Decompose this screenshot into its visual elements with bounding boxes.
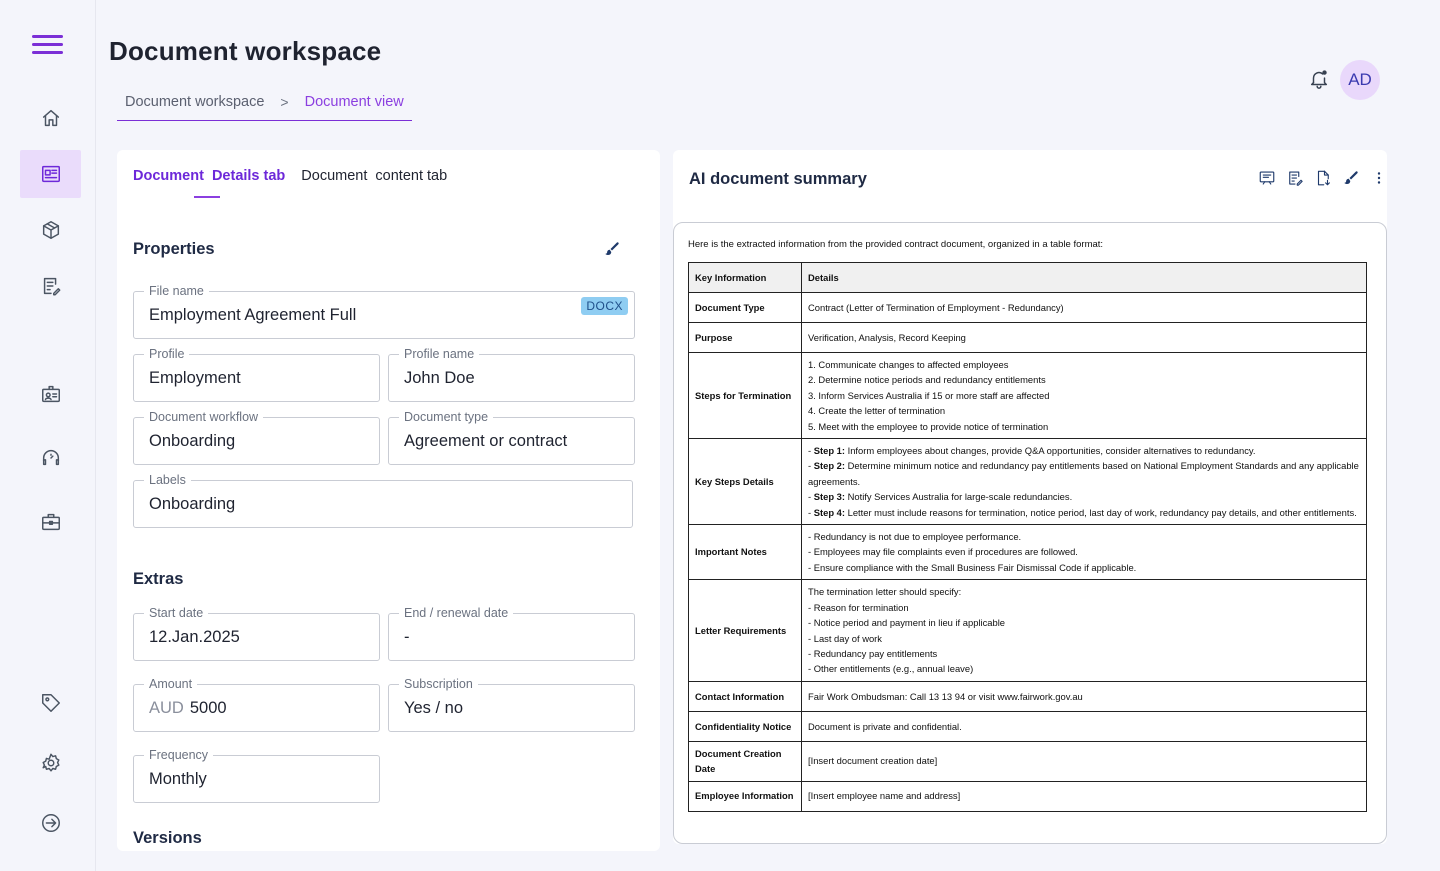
row-key: Steps for Termination bbox=[689, 353, 802, 439]
labels-field[interactable] bbox=[133, 473, 633, 528]
frequency-value: Monthly bbox=[149, 770, 207, 788]
document-workflow-field[interactable] bbox=[133, 410, 380, 465]
row-details bbox=[802, 525, 1367, 580]
table-row bbox=[689, 293, 1367, 323]
table-header-row bbox=[689, 263, 1367, 293]
detail-line: Fair Work Ombudsman: Call 13 13 94 or visit www.fairwork.gov.au bbox=[808, 690, 1083, 702]
amount-label: Amount bbox=[144, 677, 197, 691]
detail-line: 4. Create the letter of termination bbox=[808, 405, 946, 417]
table-row bbox=[689, 580, 1367, 681]
column-header-details: Details bbox=[802, 263, 1367, 293]
tab-document-content[interactable]: Document content tab bbox=[301, 168, 448, 184]
detail-line: - Employees may file complaints even if procedures are followed. bbox=[808, 546, 1078, 558]
row-details bbox=[802, 711, 1367, 741]
row-key: Document Type bbox=[689, 293, 802, 323]
file-name-field[interactable] bbox=[133, 284, 635, 339]
file-name-label: File name bbox=[144, 284, 209, 298]
properties-heading: Properties bbox=[133, 240, 215, 258]
detail-line: 3. Inform Services Australia if 15 or more staff are affected bbox=[808, 389, 1050, 401]
detail-line: 2. Determine notice periods and redundancy entitlements bbox=[808, 374, 1046, 386]
row-key: Letter Requirements bbox=[689, 580, 802, 681]
detail-line: 5. Meet with the employee to provide notice of termination bbox=[808, 420, 1049, 432]
subscription-value: Yes / no bbox=[404, 699, 464, 717]
summary-document[interactable] bbox=[673, 222, 1387, 844]
document-list-icon[interactable] bbox=[20, 150, 81, 198]
avatar[interactable]: AD bbox=[1340, 60, 1380, 100]
document-workflow-label: Document workflow bbox=[144, 410, 263, 424]
page-title: Document workspace bbox=[109, 36, 382, 66]
labels-label: Labels bbox=[144, 473, 191, 487]
detail-line: - Other entitlements (e.g., annual leave) bbox=[808, 663, 974, 675]
detail-line: Verification, Analysis, Record Keeping bbox=[808, 331, 966, 343]
detail-line: - Ensure compliance with the Small Business Fair Dismissal Code if applicable. bbox=[808, 561, 1137, 573]
currency-prefix: AUD bbox=[149, 699, 184, 717]
profile-name-field[interactable] bbox=[388, 347, 635, 402]
start-date-value: 12.Jan.2025 bbox=[149, 628, 240, 646]
tab-document-details[interactable]: Document Details tab bbox=[133, 168, 286, 184]
row-details bbox=[802, 353, 1367, 439]
settings-icon[interactable] bbox=[20, 739, 81, 787]
document-edit-icon[interactable] bbox=[20, 262, 81, 310]
sidebar bbox=[0, 0, 96, 871]
active-tab-indicator bbox=[194, 196, 220, 198]
row-details bbox=[802, 781, 1367, 811]
row-details bbox=[802, 323, 1367, 353]
breadcrumb-item-document-view[interactable]: Document view bbox=[304, 94, 404, 110]
row-key: Confidentiality Notice bbox=[689, 711, 802, 741]
file-type-badge: DOCX bbox=[581, 297, 628, 315]
ai-summary-panel bbox=[673, 150, 1387, 844]
menu-icon[interactable] bbox=[32, 33, 64, 57]
download-document-icon[interactable] bbox=[1313, 168, 1333, 188]
document-details-panel bbox=[117, 150, 660, 851]
row-key: Purpose bbox=[689, 323, 802, 353]
detail-line: - Redundancy pay entitlements bbox=[808, 647, 938, 659]
table-row bbox=[689, 525, 1367, 580]
frequency-label: Frequency bbox=[144, 748, 213, 762]
row-key: Key Steps Details bbox=[689, 439, 802, 525]
detail-line: - Redundancy is not due to employee performance. bbox=[808, 531, 1022, 543]
home-icon[interactable] bbox=[20, 94, 81, 142]
start-date-field[interactable] bbox=[133, 606, 380, 661]
labels-value: Onboarding bbox=[149, 495, 236, 513]
tab-bar bbox=[133, 168, 447, 184]
end-date-label: End / renewal date bbox=[399, 606, 513, 620]
profile-label: Profile bbox=[144, 347, 189, 361]
row-key: Important Notes bbox=[689, 525, 802, 580]
document-workflow-value: Onboarding bbox=[149, 432, 236, 450]
document-type-field[interactable] bbox=[388, 410, 635, 465]
detail-line: The termination letter should specify: bbox=[808, 586, 962, 598]
summary-toolbar bbox=[1257, 168, 1389, 188]
column-header-key: Key Information bbox=[689, 263, 802, 293]
detail-line: - Last day of work bbox=[808, 632, 882, 644]
end-date-field[interactable] bbox=[388, 606, 635, 661]
amount-field[interactable] bbox=[133, 677, 380, 732]
badge-icon[interactable] bbox=[20, 370, 81, 418]
detail-line: [Insert employee name and address] bbox=[808, 790, 961, 802]
row-details bbox=[802, 741, 1367, 781]
table-row bbox=[689, 439, 1367, 525]
row-details bbox=[802, 681, 1367, 711]
summary-intro: Here is the extracted information from the provided contract document, organized in a table format: bbox=[688, 239, 1104, 250]
file-name-value: Employment Agreement Full bbox=[149, 306, 357, 324]
detail-line: 1. Communicate changes to affected employees bbox=[808, 359, 1009, 370]
notes-icon[interactable] bbox=[1285, 168, 1305, 188]
amount-value-wrapper bbox=[149, 699, 227, 718]
row-details bbox=[802, 439, 1367, 525]
edit-icon[interactable] bbox=[1341, 168, 1361, 188]
chevron-right-icon: > bbox=[280, 94, 289, 110]
summary-table-body bbox=[689, 293, 1367, 812]
detail-line: Contract (Letter of Termination of Employment - Redundancy) bbox=[808, 301, 1064, 313]
end-date-value: - bbox=[404, 628, 410, 646]
table-row bbox=[689, 323, 1367, 353]
profile-name-label: Profile name bbox=[399, 347, 479, 361]
detail-line: - Step 4: Letter must include reasons for termination, notice period, last day of work, redundancy pay details, and other entitlements. bbox=[808, 506, 1357, 518]
summary-table bbox=[688, 262, 1367, 812]
table-row bbox=[689, 741, 1367, 781]
versions-heading: Versions bbox=[133, 829, 202, 847]
extras-heading: Extras bbox=[133, 570, 184, 588]
document-type-label: Document type bbox=[399, 410, 493, 424]
summary-icon[interactable] bbox=[1257, 168, 1277, 188]
subscription-field[interactable] bbox=[388, 677, 635, 732]
table-row bbox=[689, 711, 1367, 741]
edit-icon[interactable] bbox=[603, 240, 623, 260]
support-icon[interactable] bbox=[20, 434, 81, 482]
detail-line: Document is private and confidential. bbox=[808, 720, 962, 732]
start-date-label: Start date bbox=[144, 606, 208, 620]
document-type-value: Agreement or contract bbox=[404, 432, 568, 450]
row-key: Employee Information bbox=[689, 781, 802, 811]
tag-icon[interactable] bbox=[20, 679, 81, 727]
table-row bbox=[689, 781, 1367, 811]
amount-value: 5000 bbox=[189, 699, 227, 717]
table-row bbox=[689, 353, 1367, 439]
profile-field[interactable] bbox=[133, 347, 380, 402]
detail-line: - Step 1: Inform employees about changes, provide Q&A opportunities, consider alternatives to redundancy. bbox=[808, 445, 1256, 457]
profile-value: Employment bbox=[149, 369, 241, 387]
detail-line: - Reason for termination bbox=[808, 601, 909, 613]
briefcase-icon[interactable] bbox=[20, 498, 81, 546]
profile-name-value: John Doe bbox=[404, 369, 475, 387]
row-details bbox=[802, 580, 1367, 681]
package-icon[interactable] bbox=[20, 206, 81, 254]
row-key: Contact Information bbox=[689, 681, 802, 711]
frequency-field[interactable] bbox=[133, 748, 380, 803]
table-row bbox=[689, 681, 1367, 711]
bell-icon[interactable] bbox=[1308, 68, 1332, 92]
detail-line: - Notice period and payment in lieu if applicable bbox=[808, 617, 1005, 629]
detail-line: - Step 2: Determine minimum notice and redundancy pay entitlements based on National Employment Standards and any applicable agreements. bbox=[808, 460, 1359, 487]
detail-line: [Insert document creation date] bbox=[808, 755, 938, 767]
detail-line: - Step 3: Notify Services Australia for large-scale redundancies. bbox=[808, 491, 1073, 503]
subscription-label: Subscription bbox=[399, 677, 478, 691]
more-vertical-icon[interactable] bbox=[1369, 168, 1389, 188]
breadcrumb bbox=[117, 84, 412, 121]
row-key: Document Creation Date bbox=[689, 741, 802, 781]
row-details bbox=[802, 293, 1367, 323]
breadcrumb-item-workspace[interactable]: Document workspace bbox=[125, 94, 265, 110]
summary-title: AI document summary bbox=[689, 170, 867, 188]
logout-icon[interactable] bbox=[20, 799, 81, 847]
